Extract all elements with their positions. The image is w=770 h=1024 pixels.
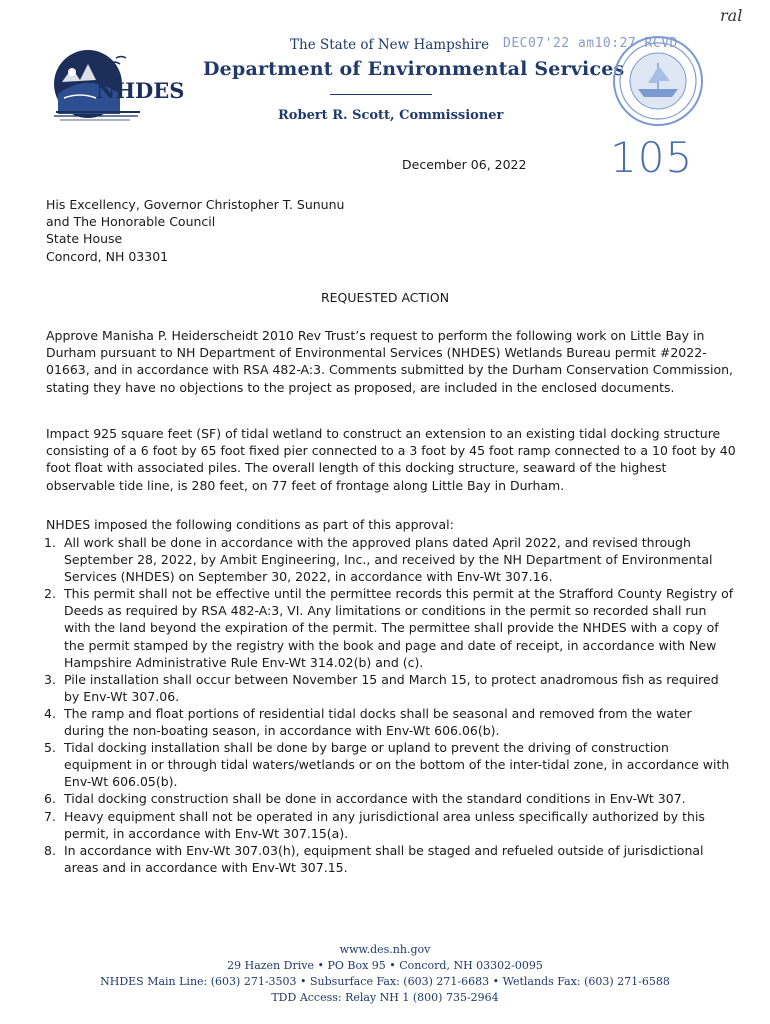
condition-number: 2. [44, 586, 56, 602]
handwritten-item-number: 105 [610, 133, 694, 182]
condition-text: Heavy equipment shall not be operated in any jurisdictional area unless specifically authorized by this permit, in accordance with Env-Wt 307.15(a). [64, 808, 705, 841]
condition-text: Tidal docking installation shall be done by barge or upland to prevent the driving of construction equipment in or through tidal waters/wetlands or on the bottom of the inter-tidal zone, in accordance with Env-Wt 606.05(b). [64, 740, 730, 790]
condition-text: Pile installation shall occur between November 15 and March 15, to protect anadromous fish as required by Env-Wt 307.06. [64, 671, 719, 704]
state-seal-stamp [612, 35, 704, 127]
condition-text: All work shall be done in accordance with the approved plans dated April 2022, and revised through September 28, 2022, by Ambit Engineering, Inc., and received by the NH Department of Environmental Services (NHDES) on September 30, 2022, in accordance with Env-Wt 307.16. [64, 535, 713, 585]
footer-tdd: TDD Access: Relay NH 1 (800) 735-2964 [271, 991, 499, 1004]
conditions-list [44, 534, 734, 876]
condition-number: 3. [44, 671, 56, 687]
condition-item [44, 671, 734, 705]
condition-text: In accordance with Env-Wt 307.03(h), equipment shall be staged and refueled outside of jurisdictional areas and in accordance with Env-Wt 307.15. [64, 842, 704, 875]
condition-item [44, 842, 734, 876]
address-line: Concord, NH 03301 [46, 248, 169, 264]
commissioner-name: Robert R. Scott, Commissioner [278, 108, 504, 123]
footer-phones: NHDES Main Line: (603) 271-3503 • Subsurface Fax: (603) 271-6683 • Wetlands Fax: (603) 271-6588 [100, 975, 670, 988]
header-divider [330, 94, 432, 95]
footer-website[interactable]: www.des.nh.gov [339, 943, 431, 956]
condition-number: 5. [44, 740, 56, 756]
recipient-address [46, 196, 344, 265]
letter-date: December 06, 2022 [402, 157, 527, 172]
address-line: His Excellency, Governor Christopher T. Sununu [46, 197, 345, 212]
condition-number: 4. [44, 705, 56, 721]
footer-address: 29 Hazen Drive • PO Box 95 • Concord, NH 03302-0095 [227, 959, 543, 972]
condition-text: Tidal docking construction shall be done in accordance with the standard conditions in Env-Wt 307. [64, 791, 686, 807]
condition-number: 1. [44, 535, 56, 550]
address-line: and The Honorable Council [46, 214, 216, 230]
condition-item [44, 790, 734, 807]
condition-text: This permit shall not be effective until the permittee records this permit at the Strafford County Registry of Deeds as required by RSA 482-A:3, VI. Any limitations or conditions in the permit so recorded shall run with the land beyond the expiration of the permit. The permittee shall provide the NHDES with a copy of the permit stamped by the registry with the book and page and date of receipt, in accordance with New Hampshire Administrative Rule Env-Wt 314.02(b) and (c). [64, 586, 734, 670]
approval-paragraph: Approve Manisha P. Heiderscheidt 2010 Rev Trust’s request to perform the following work on Little Bay in Durham pursuant to NH Department of Environmental Services (NHDES) Wetlands Bureau permit #2022-01663, and in accordance with RSA 482-A:3. Comments submitted by the Durham Conservation Commission, stating they have no objections to the project as proposed, are included in the enclosed documents. [46, 328, 733, 395]
received-stamp: DEC07'22 am10:27 RCVD [503, 36, 678, 51]
condition-item [44, 585, 734, 670]
requested-action-heading: REQUESTED ACTION [320, 290, 450, 305]
address-line: State House [46, 231, 123, 247]
condition-number: 6. [44, 791, 56, 807]
condition-number: 7. [44, 808, 56, 824]
condition-item [44, 808, 734, 842]
impact-paragraph: Impact 925 square feet (SF) of tidal wetland to construct an extension to an existing tidal docking structure consisting of a 6 foot by 65 foot fixed pier connected to a 3 foot by 45 foot ramp connected to a 10 foot by 40 foot float with associated piles. The overall length of this docking structure, seaward of the highest observable tide line, is 280 feet, on 77 feet of frontage along Little Bay in Durham. [46, 426, 736, 493]
condition-item [44, 705, 734, 739]
conditions-intro: NHDES imposed the following conditions as part of this approval: [46, 517, 454, 532]
condition-item [44, 739, 734, 790]
handwritten-initials: ral [720, 6, 743, 25]
logo-text: NHDES [96, 78, 185, 103]
condition-number: 8. [44, 842, 56, 858]
state-name: The State of New Hampshire [290, 37, 490, 53]
condition-text: The ramp and float portions of residential tidal docks shall be seasonal and removed from the water during the non-boating season, in accordance with Env-Wt 606.06(b). [64, 705, 692, 739]
condition-item [44, 534, 734, 585]
department-name: Department of Environmental Services [203, 58, 625, 80]
